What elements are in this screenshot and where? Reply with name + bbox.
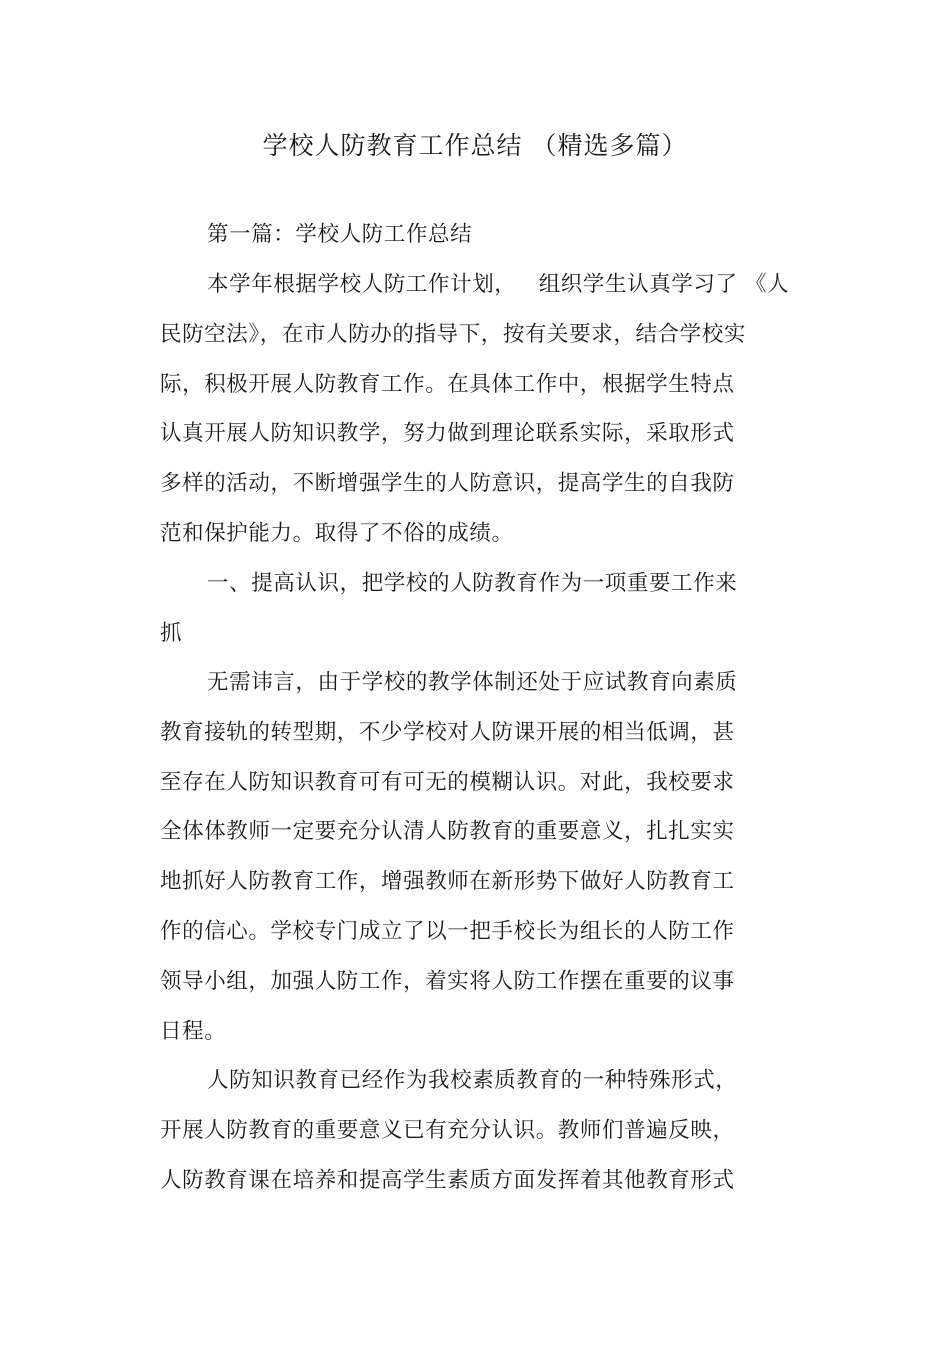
paragraph-line: 开展人防教育的重要意义已有充分认识。教师们普遍反映， bbox=[160, 1118, 735, 1143]
paragraph-line: 认真开展人防知识教学，努力做到理论联系实际，采取形式 bbox=[160, 421, 735, 446]
subheading-line: 抓 bbox=[160, 621, 183, 646]
document-title: 学校人防教育工作总结 （精选多篇） bbox=[262, 131, 688, 160]
paragraph-line: 人防知识教育已经作为我校素质教育的一种特殊形式， bbox=[207, 1068, 738, 1093]
subheading-line: 一、提高认识，把学校的人防教育作为一项重要工作来 bbox=[207, 571, 738, 596]
paragraph-line: 地抓好人防教育工作，增强教师在新形势下做好人防教育工 bbox=[160, 869, 735, 894]
paragraph-line: 作的信心。学校专门成立了以一把手校长为组长的人防工作 bbox=[160, 919, 735, 944]
paragraph-line: 范和保护能力。取得了不俗的成绩。 bbox=[160, 521, 514, 546]
paragraph-line: 民防空法》，在市人防办的指导下，按有关要求，结合学校实 bbox=[160, 322, 746, 347]
paragraph-line: 本学年根据学校人防工作计划， 组织学生认真学习了 《人 bbox=[207, 272, 790, 297]
paragraph-line: 无需讳言，由于学校的教学体制还处于应试教育向素质 bbox=[207, 670, 738, 695]
paragraph-line: 际，积极开展人防教育工作。在具体工作中，根据学生特点 bbox=[160, 372, 735, 397]
section-heading: 第一篇：学校人防工作总结 bbox=[207, 222, 473, 247]
paragraph-line: 教育接轨的转型期，不少学校对人防课开展的相当低调，甚 bbox=[160, 720, 735, 745]
paragraph-line: 日程。 bbox=[160, 1019, 227, 1044]
paragraph-line: 人防教育课在培养和提高学生素质方面发挥着其他教育形式 bbox=[160, 1168, 735, 1193]
paragraph-line: 多样的活动，不断增强学生的人防意识，提高学生的自我防 bbox=[160, 471, 735, 496]
paragraph-line: 至存在人防知识教育可有可无的模糊认识。对此，我校要求 bbox=[160, 770, 735, 795]
paragraph-line: 领导小组，加强人防工作，着实将人防工作摆在重要的议事 bbox=[160, 969, 735, 994]
paragraph-line: 全体体教师一定要充分认清人防教育的重要意义，扎扎实实 bbox=[160, 819, 735, 844]
